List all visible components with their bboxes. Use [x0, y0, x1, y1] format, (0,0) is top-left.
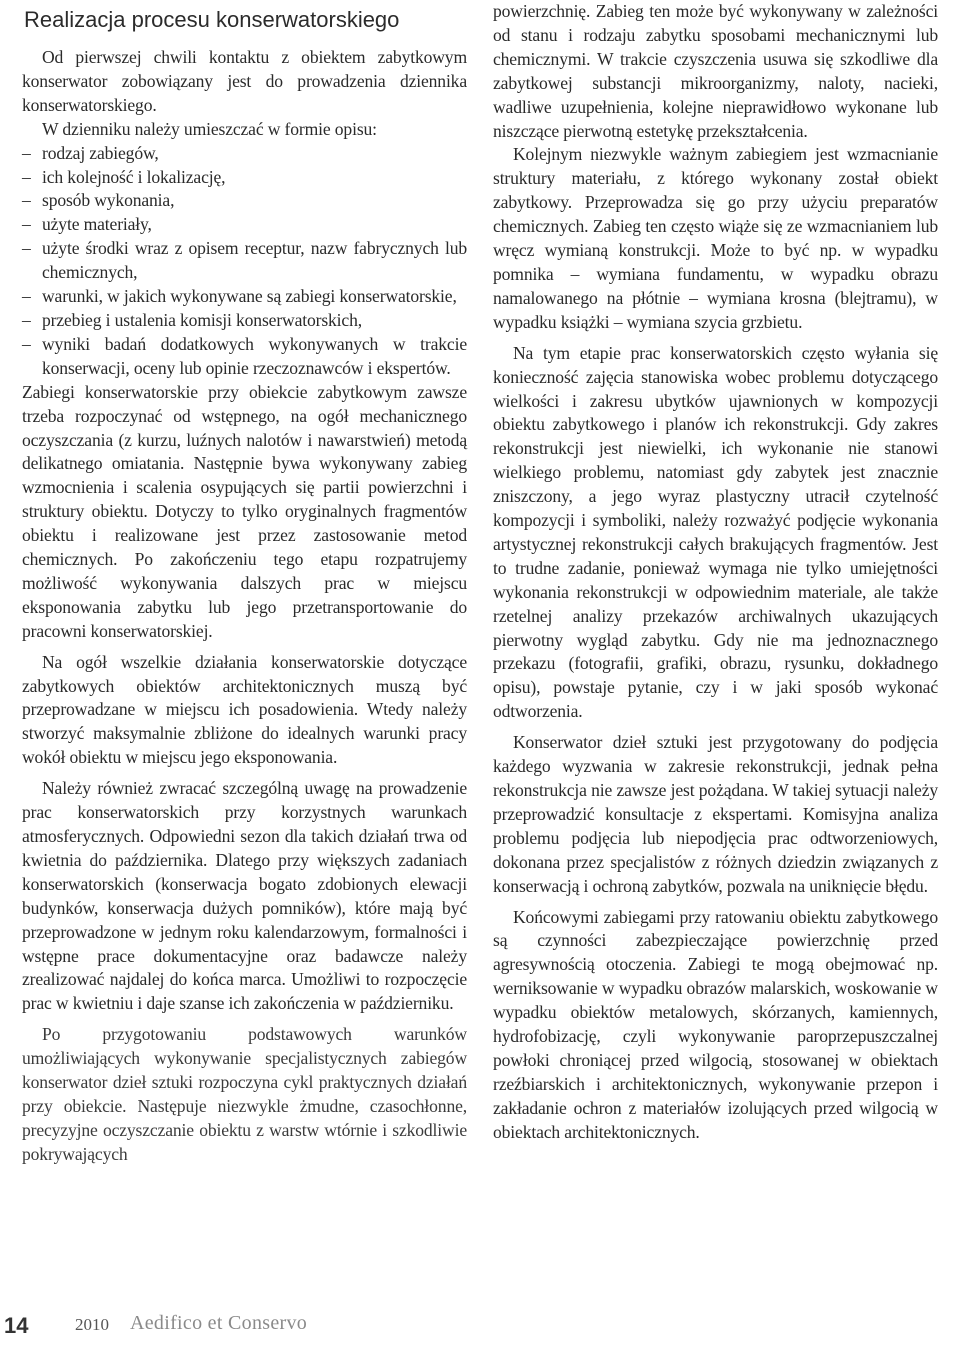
intro-paragraph: Od pierwszej chwili kontaktu z obiektem zabytkowym konserwator zobowiązany jest do prowadzenia dziennika konserwatorskiego. — [22, 47, 467, 115]
list-item: – użyte środki wraz z opisem receptur, nazw fabrycznych lub chemicznych, — [22, 238, 467, 283]
body-paragraph: Kolejnym niezwykle ważnym zabiegiem jest wzmacnianie struktury materiału, z którego wykonany został obiekt zabytkowy. Przeprowadza się go przy użyciu preparatów chemicznych. Zabieg ten często wiąże się ze wzmacnianiem lub wręcz wymianą konstrukcji. Może to być np. w wypadku pomnika – wymiana fundamentu, w wypadku obrazu namalowanego na płótnie – wymiana krosna (blejtramu), w wypadku książki – wymiana szycia grzbietu. — [493, 144, 938, 332]
list-intro: W dzienniku należy umieszczać w formie opisu: — [42, 118, 377, 139]
right-column — [493, 0, 938, 1145]
list-item: – ich kolejność i lokalizację, — [22, 166, 226, 187]
page-footer — [0, 1310, 500, 1340]
list-item: – warunki, w jakich wykonywane są zabiegi konserwatorskie, — [22, 286, 457, 307]
body-paragraph: Należy również zwracać szczególną uwagę na prowadzenie prac konserwatorskich przy korzystnych warunkach atmosferycznych. Odpowiedni sezon dla takich działań trwa od kwietnia do października. Dlatego przy większych zadaniach konserwatorskich (konserwacja bogato zdobionych elewacji budynków, konserwacja dużych pomników), które mają być przeprowadzone w jednym roku kalendarzowym, formalności i wstępne prace dokumentacyjne oraz badawcze należy zrealizować najdalej do końca marca. Umożliwi to rozpoczęcie prac w kwietniu i daje szanse ich zakończenia w październiku. — [22, 778, 467, 1014]
body-paragraph: Na tym etapie prac konserwatorskich często wyłania się konieczność zajęcia stanowiska wobec problemu dotyczącego wielkości i zakresu ubytków ujawnionych w kompozycji obiektu zabytkowego i planów ich rekonstrukcji. Gdy zakres rekonstrukcji jest niewielki, ich wykonanie nie stanowi wielkiego problemu, natomiast gdy zabytek jest znacznie zniszczony, a jego wyraz plastyczny utracił czytelność kompozycji i symboliki, należy rozważyć podjęcie wykonania artystycznej rekonstrukcji całych brakujących fragmentów. Jest to trudne zadanie, ponieważ wymaga nie tylko umiejętności wykonania rekonstrukcji w odpowiednim materiale, ale także rzetelnej analizy przekazów archiwalnych ukazujących pierwotny wygląd zabytku. Gdy nie ma jednoznacznego przekazu (fotografii, grafiki, obrazu, rysunku, dokładnego opisu), powstaje pytanie, czy i w jaki sposób wykonać odtworzenia. — [493, 342, 938, 722]
dash-list — [22, 142, 467, 381]
list-item: – wyniki badań dodatkowych wykonywanych w trakcie konserwacji, oceny lub opinie rzeczoznawców i ekspertów. — [22, 333, 467, 378]
list-item: – rodzaj zabiegów, — [22, 142, 159, 163]
list-item: – użyte materiały, — [22, 214, 152, 235]
page-number: 14 — [4, 1313, 29, 1338]
page-title: Realizacja procesu konserwatorskiego — [24, 7, 400, 32]
body-paragraph: powierzchnię. Zabieg ten może być wykonywany w zależności od stanu i rodzaju zabytku sposobami mechanicznymi lub chemicznymi. W trakcie czyszczenia usuwa się szkodliwe dla zabytkowej substancji mikroorganizmy, naloty, nacieki, wadliwe uzupełnienia, kolejne nieprawidłowo wykonane lub niszczące pierwotną estetykę przekształcenia. — [493, 1, 938, 141]
body-paragraph: Zabiegi konserwatorskie przy obiekcie zabytkowym zawsze trzeba rozpoczynać od wstępnego, na ogół mechanicznego oczyszczania (z kurzu, luźnych nalotów i nawarstwień) metodą delikatnego omiatania. Następnie bywa wykonywany zabieg wzmocnienia i scalenia osypujących się partii powierzchni i struktury obiektu. Dotyczy to tylko oryginalnych fragmentów obiektu i realizowane jest przez zastosowanie metod chemicznych. Po zakończeniu tego etapu rozpatrujemy możliwość wykonywania dalszych prac w miejscu eksponowania zabytku lub jego przetransportowanie do pracowni konserwatorskiej. — [22, 381, 467, 641]
body-paragraph: Na ogół wszelkie działania konserwatorskie dotyczące zabytkowych obiektów architektonicznych muszą być przeprowadzane w miejscu ich posadowienia. Wtedy należy stworzyć maksymalnie zbliżone do idealnych warunki pracy wokół obiektu w miejscu jego eksponowania. — [22, 651, 467, 768]
body-paragraph: Końcowymi zabiegami przy ratowaniu obiektu zabytkowego są czynności zabezpieczające powierzchnię przed agresywnością otoczenia. Zabiegi te mogą obejmować np. werniksowanie w wypadku obrazów malarskich, woskowanie w wypadku obiektów metalowych, skórzanych, kamiennych, hydrofobizację, czyli wykonywanie paroprzepuszczalnej powłoki chroniącej przed wilgocią, stosowanej w obiektach rzeźbiarskich i architektonicznych, wykonywanie przepon i zakładanie ochron z materiałów izolujących przed wilgocią w obiektach architektonicznych. — [493, 906, 938, 1142]
body-paragraph: Po przygotowaniu podstawowych warunków umożliwiających wykonywanie specjalistycznych zabiegów konserwator dzieł sztuki rozpoczyna cykl praktycznych działań przy obiekcie. Następuje niezwykle żmudne, czasochłonne, precyzyjne oczyszczanie obiektu z warstw wtórnie i szkodliwie pokrywających — [22, 1024, 467, 1164]
list-item: – sposób wykonania, — [22, 190, 175, 211]
body-paragraph: Konserwator dzieł sztuki jest przygotowany do podjęcia każdego wyzwania w zakresie rekonstrukcji, jednak pełna rekonstrukcja nie zawsze jest pożądana. W takiej sytuacji należy przeprowadzić konsultacje z ekspertami. Komisyjna analiza problemu podjęcia lub niepodjęcia prac odtworzeniowych, dokonana przez specjalistów z różnych dziedzin związanych z konserwacją i ochroną zabytków, pozwala na uniknięcie błędu. — [493, 732, 938, 896]
list-item: – przebieg i ustalenia komisji konserwatorskich, — [22, 309, 362, 330]
issue-year: 2010 — [75, 1315, 109, 1334]
left-column — [22, 0, 467, 1167]
journal-name: Aedifico et Conservo — [130, 1312, 308, 1334]
